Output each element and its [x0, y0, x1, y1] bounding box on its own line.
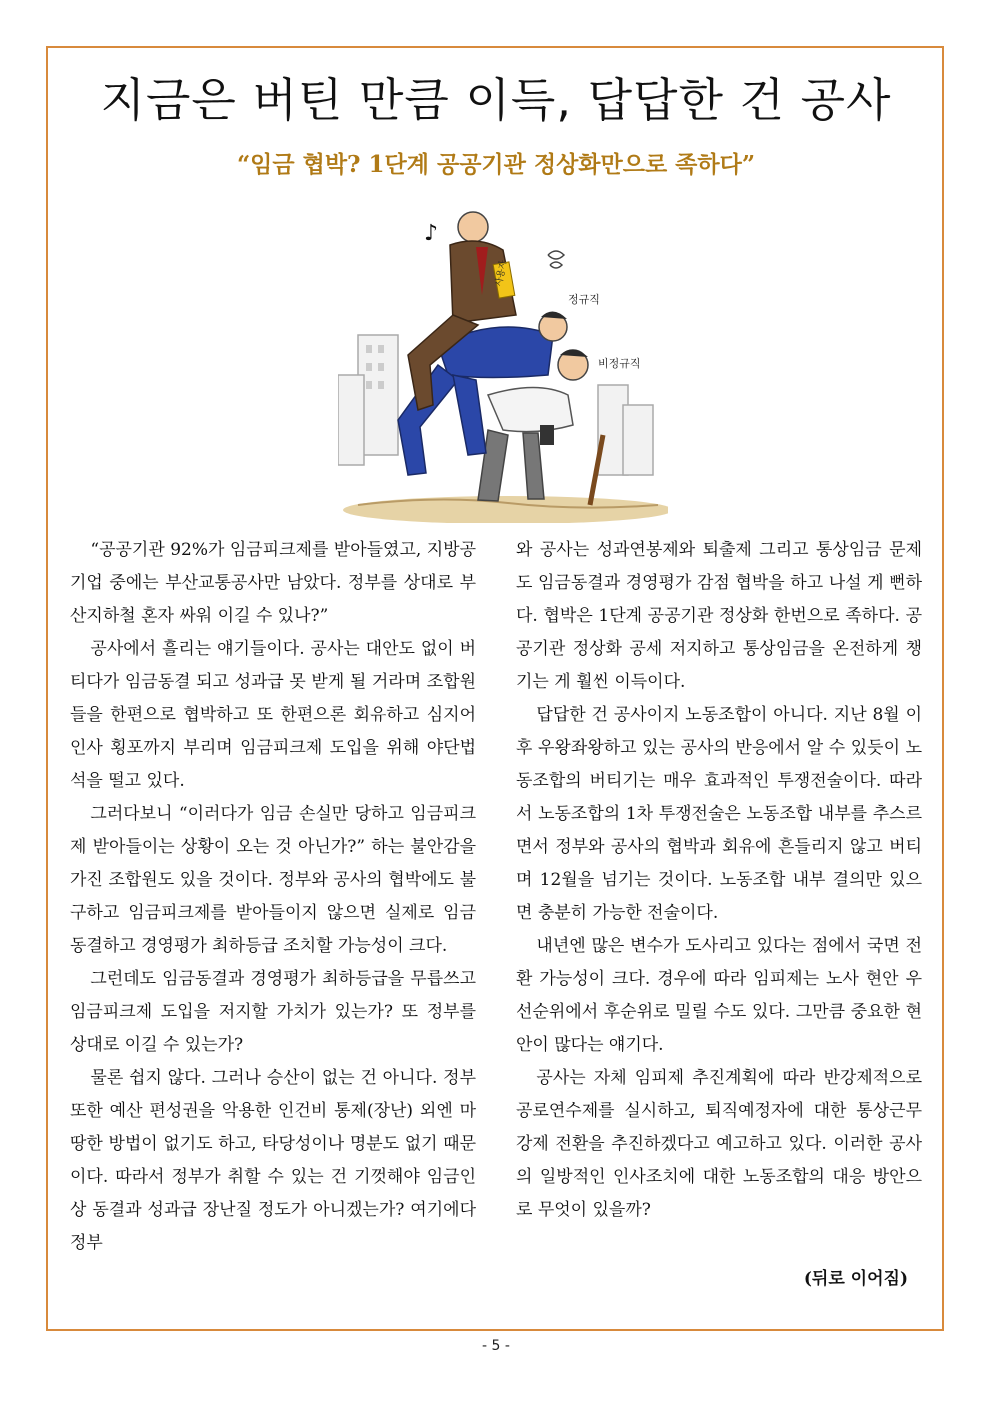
- right-paragraph-1: 와 공사는 성과연봉제와 퇴출제 그리고 통상임금 문제도 임금동결과 경영평가 감점 협박을 하고 나설 게 뻔하다. 협박은 1단계 공공기관 정상화 한번으로 족하다. 공공기관 정상화 공세 저지하고 통상임금을 온전하게 챙기는 게 훨씬 이득이다.: [516, 540, 922, 692]
- left-paragraph-3: 그러다보니 “이러다가 임금 손실만 당하고 임금피크제 받아들이는 상황이 오는 것 아닌가?” 하는 불안감을 가진 조합원도 있을 것이다. 정부와 공사의 협박에도 불구하고 임금피크제를 받아들이지 않으면 실제로 임금 동결하고 경영평가 최하등급 조치할 가능성이 크다.: [70, 804, 476, 956]
- article-subtitle: “임금 협박? 1단계 공공기관 정상화만으로 족하다”: [236, 151, 756, 178]
- page-number: - 5 -: [482, 1338, 510, 1354]
- right-paragraph-4: 공사는 자체 임피제 추진계획에 따라 반강제적으로 공로연수제를 실시하고, 퇴직예정자에 대한 통상근무 강제 전환을 추진하겠다고 예고하고 있다. 이러한 공사의 일방적인 인사조치에 대한 노동조합의 대응 방안으로 무엇이 있을까?: [516, 1068, 922, 1220]
- article-title: 지금은 버틴 만큼 이득, 답답한 건 공사: [100, 73, 892, 127]
- music-note-icon: ♪: [424, 221, 439, 246]
- label-regular: 정규직: [568, 293, 600, 306]
- label-irregular: 비정규직: [598, 357, 641, 370]
- left-paragraph-4: 그런데도 임금동결과 경영평가 최하등급을 무릅쓰고 임금피크제 도입을 저지할 가치가 있는가? 또 정부를 상대로 이길 수 있는가?: [70, 969, 476, 1055]
- right-paragraph-3: 내년엔 많은 변수가 도사리고 있다는 점에서 국면 전환 가능성이 크다. 경우에 따라 임피제는 노사 현안 우선순위에서 후순위로 밀릴 수도 있다. 그만큼 중요한 현안이 많다는 얘기다.: [516, 936, 922, 1055]
- right-column: [516, 534, 922, 1227]
- cartoon-illustration: [338, 205, 668, 523]
- right-paragraph-2: 답답한 건 공사이지 노동조합이 아니다. 지난 8월 이후 우왕좌왕하고 있는 공사의 반응에서 알 수 있듯이 노동조합의 버티기는 매우 효과적인 투쟁전술이다. 따라서 노동조합의 1차 투쟁전술은 노동조합 내부를 추스르면서 정부와 공사의 협박과 회유에 흔들리지 않고 버티며 12월을 넘기는 것이다. 노동조합 내부 결의만 있으면 충분히 가능한 전술이다.: [516, 705, 922, 923]
- continued-note: (뒤로 이어짐): [803, 1269, 908, 1289]
- left-paragraph-2: 공사에서 흘리는 얘기들이다. 공사는 대안도 없이 버티다가 임금동결 되고 성과급 못 받게 될 거라며 조합원들을 한편으로 협박하고 또 한편으론 회유하고 심지어 인사 횡포까지 부리며 임금피크제 도입을 위해 야단법석을 떨고 있다.: [70, 639, 476, 791]
- left-column: [70, 534, 476, 1260]
- armband-label: 사용자: [494, 259, 509, 288]
- left-paragraph-5: 물론 쉽지 않다. 그러나 승산이 없는 건 아니다. 정부 또한 예산 편성권을 악용한 인건비 통제(장난) 외엔 마땅한 방법이 없기도 하고, 타당성이나 명분도 없기 때문이다. 따라서 정부가 취할 수 있는 건 기껏해야 임금인상 동결과 성과급 장난질 정도가 아니겠는가? 여기에다 정부: [70, 1068, 476, 1253]
- left-paragraph-1: “공공기관 92%가 임금피크제를 받아들였고, 지방공기업 중에는 부산교통공사만 남았다. 정부를 상대로 부산지하철 혼자 싸워 이길 수 있나?”: [70, 540, 476, 626]
